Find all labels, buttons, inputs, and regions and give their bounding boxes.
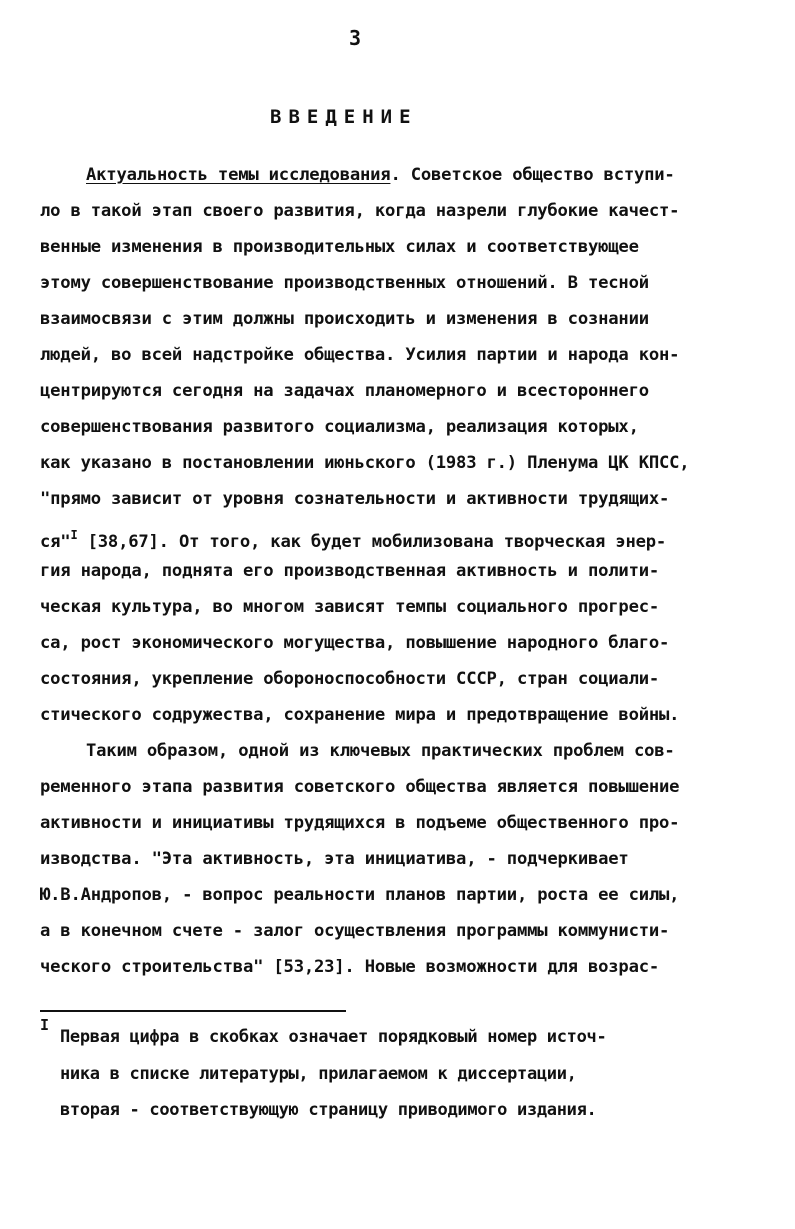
paragraph2-line2: ременного этапа развития советского общества является повышение — [40, 777, 680, 797]
paragraph1-line1: Актуальность темы исследования. Советское общество вступи- — [86, 165, 675, 185]
paragraph1-line3: венные изменения в производительных силах и соответствующее — [40, 237, 639, 257]
paragraph2-line6: а в конечном счете - залог осуществления программы коммунисти- — [40, 921, 670, 941]
paragraph1-heading: Актуальность темы исследования — [86, 165, 391, 185]
paragraph1-line4: этому совершенствование производственных отношений. В тесной — [40, 273, 649, 293]
paragraph1-line6: людей, во всей надстройке общества. Усилия партии и народа кон- — [40, 345, 680, 365]
footnote-divider — [40, 1010, 346, 1012]
paragraph1-line2: ло в такой этап своего развития, когда назрели глубокие качест- — [40, 201, 680, 221]
paragraph1-line8: совершенствования развитого социализма, реализация которых, — [40, 417, 639, 437]
paragraph1-line9: как указано в постановлении июньского (1983 г.) Пленума ЦК КПСС, — [40, 453, 690, 473]
paragraph1-line16: стического содружества, сохранение мира и предотвращение войны. — [40, 705, 680, 725]
paragraph2-line4: изводства. "Эта активность, эта инициатива, - подчеркивает — [40, 849, 629, 869]
footnote-line2: ника в списке литературы, прилагаемом к диссертации, — [60, 1064, 577, 1084]
paragraph1-line13: ческая культура, во многом зависят темпы социального прогрес- — [40, 597, 660, 617]
paragraph1-line14: са, рост экономического могущества, повышение народного благо- — [40, 633, 670, 653]
paragraph1-line5: взаимосвязи с этим должны происходить и изменения в сознании — [40, 309, 649, 329]
page-number: 3 — [349, 26, 362, 50]
paragraph2-line5: Ю.В.Андропов, - вопрос реальности планов партии, роста ее силы, — [40, 885, 680, 905]
footnote-reference: I — [70, 528, 78, 542]
footnote-mark: I — [40, 1016, 50, 1034]
paragraph1-line12: гия народа, поднята его производственная активность и полити- — [40, 561, 660, 581]
paragraph2-line7: ческого строительства" [53,23]. Новые возможности для возрас- — [40, 957, 660, 977]
footnote-line3: вторая - соответствующую страницу приводимого издания. — [60, 1100, 597, 1120]
paragraph2-line3: активности и инициативы трудящихся в подъеме общественного про- — [40, 813, 680, 833]
paragraph1-line7: центрируются сегодня на задачах планомерного и всестороннего — [40, 381, 649, 401]
paragraph1-line11: ся"$^I$ [38,67]. От того, как будет мобилизована творческая энер- — [40, 528, 667, 552]
footnote-line1: Первая цифра в скобках означает порядковый номер источ- — [60, 1027, 607, 1047]
paragraph2-line1: Таким образом, одной из ключевых практических проблем сов- — [86, 741, 675, 761]
paragraph1-line15: состояния, укрепление обороноспособности СССР, стран социали- — [40, 669, 660, 689]
paragraph1-line10: "прямо зависит от уровня сознательности и активности трудящих- — [40, 489, 670, 509]
section-title: ВВЕДЕНИЕ — [270, 106, 418, 128]
